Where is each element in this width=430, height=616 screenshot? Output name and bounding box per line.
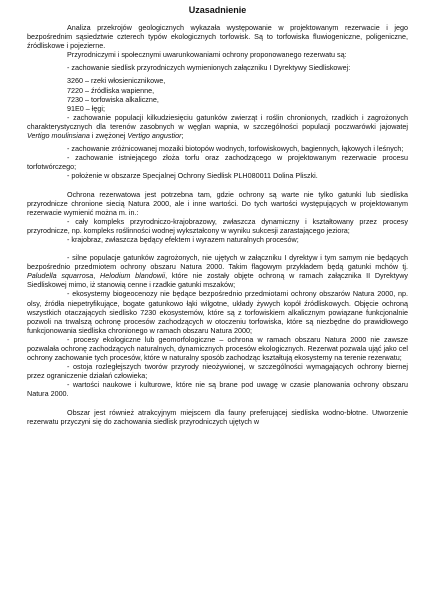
fauna-paragraph: Obszar jest również atrakcyjnym miejscem dla fauny preferującej siedliska wodno-błotne. Utworzenie rezerwatu przyczyni się do zachowania siedlisk przyrodniczych ujętych w (27, 407, 408, 426)
value-ecosystems: - ekosystemy biogeocenozy nie będące bezpośrednio przedmiotami ochrony obszarów Natura 2000, np. olsy, źródła niepetryfikujące, bogate gatunkowo łąki wilgotne, układy żywych kopół źródliskowych. Objęcie ochroną wszystkich otaczających siedlisko 7230 ekosystemów, które są z torfowiskiem alkalicznym powiązane funkcjonalnie pozwoli na trwalszą ochronę procesów zachodzących w otoczeniu torfowiska, które są niezbędne do prawidłowego funkcjonowania siedliska chronionego w ramach obszaru Natura 2000; (27, 289, 408, 335)
habitat-code-item: 7230 – torfowiska alkaliczne, (67, 94, 159, 104)
species-name: Helodium blandowii (100, 271, 166, 281)
page-title: Uzasadnienie (188, 5, 247, 15)
species-name: Vertigo angustior (127, 131, 182, 141)
intro-paragraph: Analiza przekrojów geologicznych wykazała występowanie w projektowanym rezerwacie i jego bezpośrednim sąsiedztwie czterech typów ekologicznych torfowisk. Są to torfowiska fluwiogeniczne, poligeniczne, źródliskowe i pojezierne. (27, 23, 408, 51)
habitat-code-item: 3260 – rzeki włosienicznikowe, (67, 76, 166, 86)
factor-habitats: - zachowanie siedlisk przyrodniczych wymienionych załączniku I Dyrektywy Siedliskowej: (67, 63, 351, 73)
value-processes: - procesy ekologiczne lub geomorfologiczne – ochrona w ramach obszaru Natura 2000 nie zawsze pozwalała ochronę zachodzących naturalnych, dynamicznych procesów ekologicznych. Rezerwat pozwala ująć jako cel ochrony zachowanie tych procesów, które w naturalny sposób zachodząc kształtują ekosystemy na terenie rezerwatu; (27, 334, 408, 363)
factor-location: - położenie w obszarze Specjalnej Ochrony Siedlisk PLH080011 Dolina Pliszki. (67, 171, 318, 181)
value-inanimate-nature: - ostoja rozległejszych tworów przyrody nieożywionej, w szczególności wymagających ochrony biernej przez ograniczenie działań człowieka; (27, 362, 408, 381)
habitat-codes-list (27, 76, 408, 112)
protection-intro: Ochrona rezerwatowa jest potrzebna tam, gdzie ochrony są warte nie tylko gatunki lub siedliska przyrodnicze chronione siecią Natura 2000, ale i inne wartości. Do tych wartości występujących w projektowanym rezerwacie wymienić można m. in.: (27, 189, 408, 217)
value-landscape-complex: - cały kompleks przyrodniczo-krajobrazowy, zwłaszcza dynamiczny i kształtowany przez procesy przyrodnicze, np. kompleks roślinności wodnej wykształcony w wyniku sukcesji zarastającego jeziora; (27, 216, 408, 235)
factors-intro: Przyrodniczymi i społecznymi uwarunkowaniami ochrony proponowanego rezerwatu są: (67, 50, 347, 60)
value-populations: - silne populacje gatunków zagrożonych, nie ujętych w załączniku I dyrektyw i tym samym nie będących bezpośrednio przedmiotem ochrony obszaru Natura 2000. Takim flagowym przykładem będą gatunki mchów tj. Paludella squarrosa, Helodium blandowii, które nie zostały objęte ochroną w ramach załącznika II Dyrektywy Siedliskowej mimo, iż stanowią cenne i rzadkie gatunki mszaków; (27, 253, 409, 290)
value-scientific: - wartości naukowe i kulturowe, które nie są brane pod uwagę w czasie planowania ochrony obszaru Natura 2000. (27, 380, 408, 399)
species-name: Paludella squarrosa (27, 271, 94, 281)
factor-peat: - zachowanie istniejącego złoża torfu oraz zachodzącego w projektowanym rezerwacie procesu torfotwórczego; (27, 153, 408, 172)
habitat-code-item: 91E0 – łęgi; (67, 103, 105, 113)
habitat-code-item: 7220 – źródliska wapienne, (67, 85, 155, 95)
factor-biotopes: - zachowanie zróżnicowanej mozaiki biotopów wodnych, torfowiskowych, bagiennych, łąkowych i leśnych; (67, 144, 404, 154)
species-name: Vertigo moulinsiana (27, 131, 90, 141)
factor-populations: - zachowanie populacji kilkudziesięciu gatunków zwierząt i roślin chronionych, rzadkich i zagrożonych charakterystycznych dla terenów zasobnych w węglan wapnia, w szczególności populacji poczwarówki jajowatej Vertigo moulinsiana i zwężonej Vertigo angustior; (27, 112, 408, 141)
value-landscape: - krajobraz, zwłaszcza będący efektem i wyrazem naturalnych procesów; (67, 234, 299, 244)
